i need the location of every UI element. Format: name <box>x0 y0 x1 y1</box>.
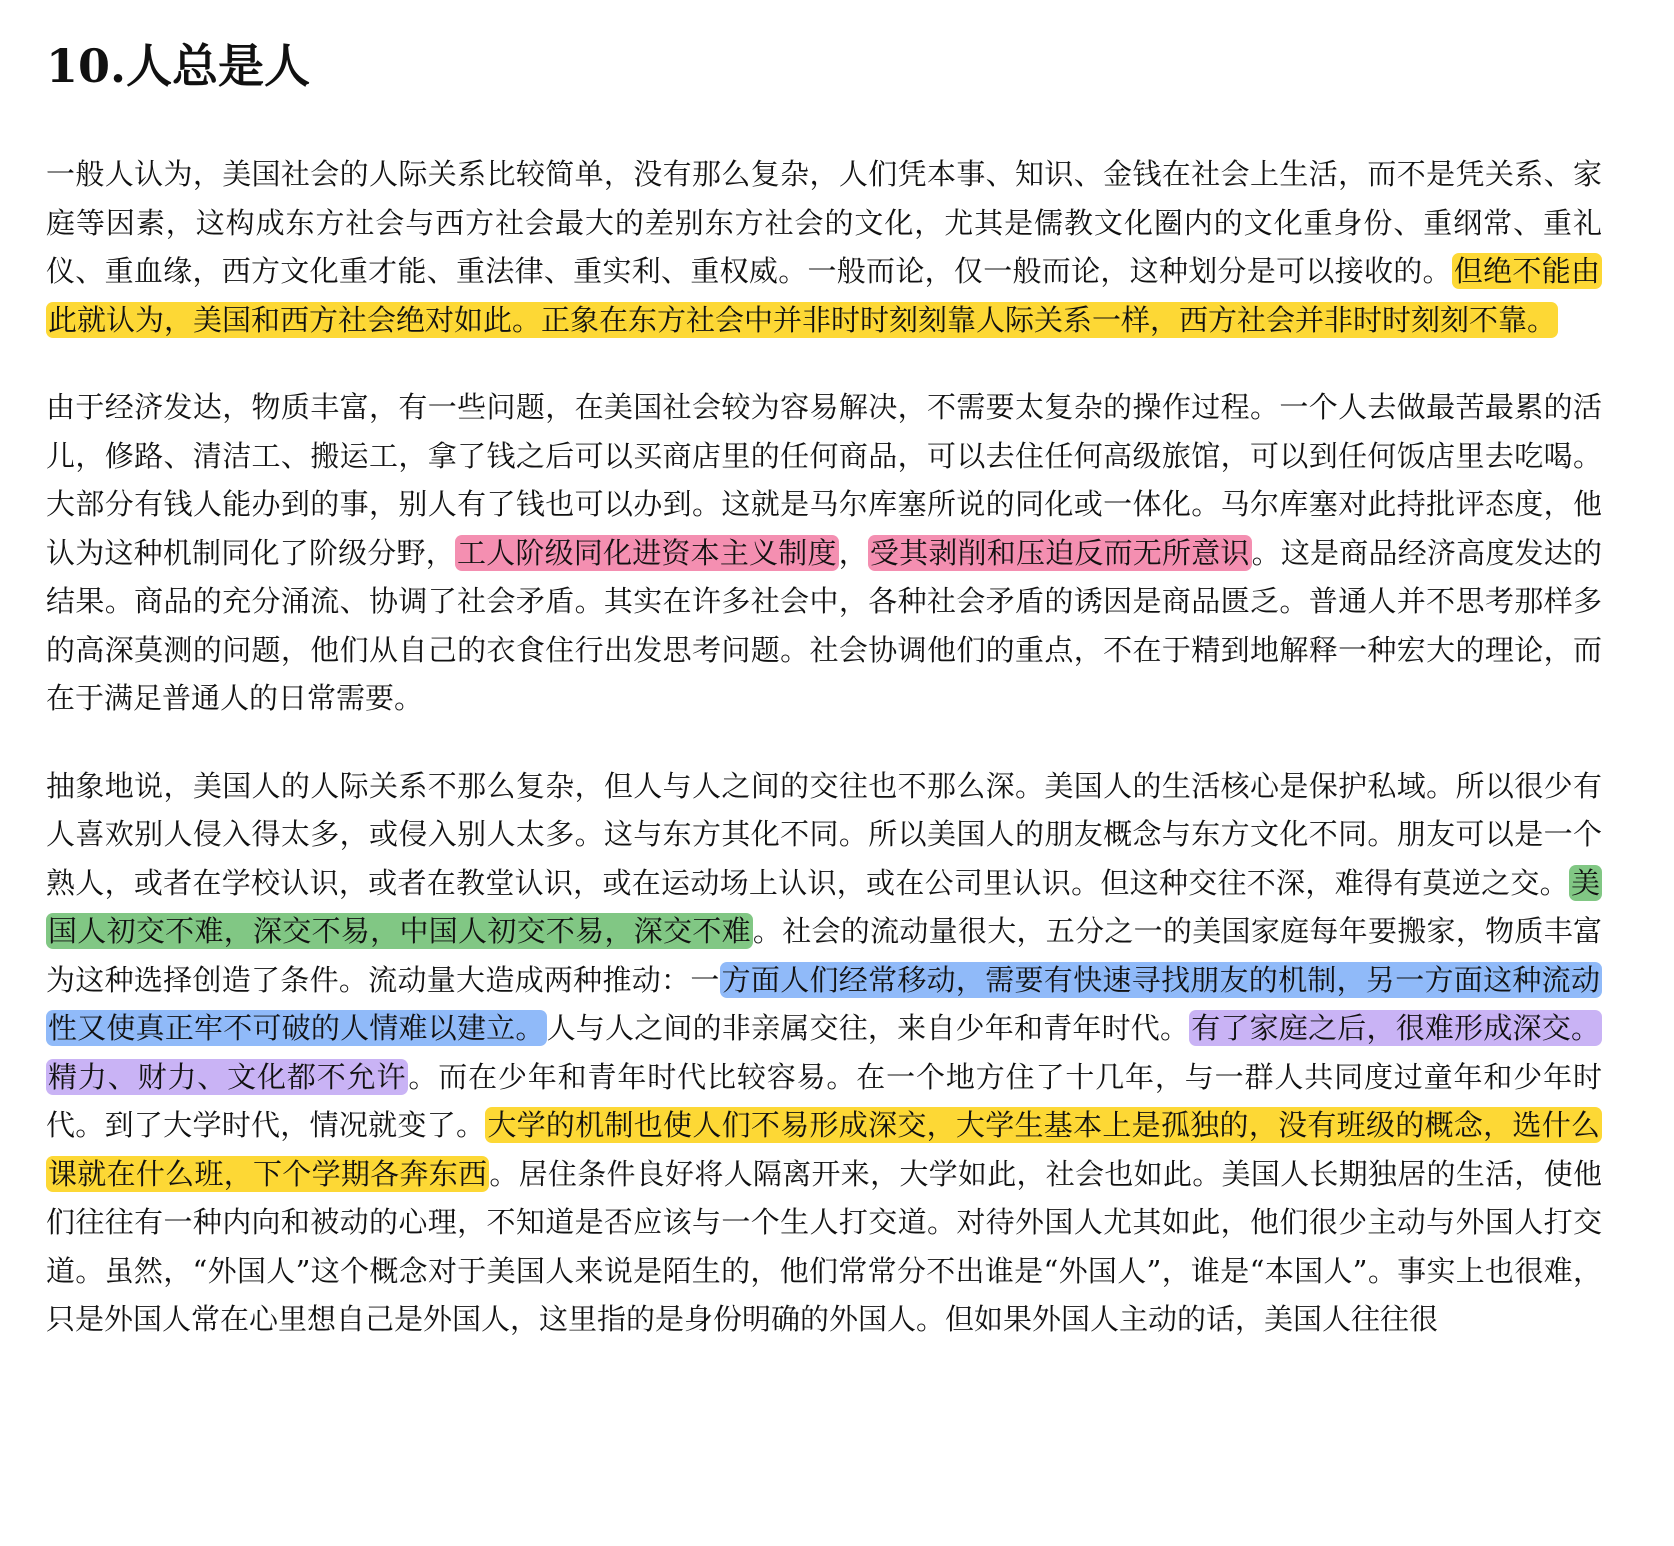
text-segment: 抽象地说，美国人的人际关系不那么复杂，但人与人之间的交往也不那么深。美国人的生活核心是保护私域。所以很少有人喜欢别人侵入得太多，或侵入别人太多。这与东方其化不同。所以美国人的朋友概念与东方文化不同。朋友可以是一个熟人，或者在学校认识，或者在教堂认识，或在运动场上认识，或在公司里认识。但这种交往不深，难得有莫逆之交。 <box>46 768 1602 900</box>
yellow-highlight: 大学的机制也使人们不易形成深交，大学生基本上是孤独的，没有班级的概念，选什么课就在什么班，下个学期各奔东西 <box>48 1108 1600 1191</box>
text-segment: ， <box>838 535 868 570</box>
text-segment: 。而在少年和青年时代比较容易。在一个地方住了十几年，与一群人共同度过童年和少年时代。到了大学时代，情况就变了。 <box>46 1059 1602 1142</box>
document-page <box>46 30 1602 1383</box>
paragraph-2 <box>46 383 1602 723</box>
blue-highlight: 方面人们经常移动，需要有快速寻找朋友的机制，另一方面这种流动性又使真正牢不可破的人情难以建立。 <box>48 962 1600 1045</box>
text-segment: 人与人之间的非亲属交往，来自少年和青年时代。 <box>546 1011 1190 1045</box>
text-segment: 由于经济发达，物质丰富，有一些问题，在美国社会较为容易解决，不需要太复杂的操作过程。一个人去做最苦最累的活儿，修路、清洁工、搬运工，拿了钱之后可以买商店里的任何商品，可以去住任何高级旅馆，可以到任何饭店里去吃喝。大部分有钱人能办到的事，别人有了钱也可以办到。这就是马尔库塞所说的同化或一体化。马尔库塞对此持批评态度，他认为这种机制同化了阶级分野， <box>46 390 1602 570</box>
pink-highlight: 受其剥削和压迫反而无所意识 <box>869 535 1250 570</box>
paragraph-3 <box>46 762 1602 1344</box>
text-segment: 。这是商品经济高度发达的结果。商品的充分涌流、协调了社会矛盾。其实在许多社会中，各种社会矛盾的诱因是商品匮乏。普通人并不思考那样多的高深莫测的问题，他们从自己的衣食住行出发思考问题。社会协调他们的重点，不在于精到地解释一种宏大的理论，而在于满足普通人的日常需要。 <box>46 535 1602 715</box>
yellow-highlight: 但绝不能由此就认为，美国和西方社会绝对如此。正象在东方社会中并非时时刻刻靠人际关系一样，西方社会并非时时刻刻不靠。 <box>48 254 1600 337</box>
green-highlight: 美国人初交不难，深交不易，中国人初交不易，深交不难 <box>48 865 1600 948</box>
section-title: 10.人总是人 <box>46 39 311 93</box>
text-segment: 一般人认为，美国社会的人际关系比较简单，没有那么复杂，人们凭本事、知识、金钱在社会上生活，而不是凭关系、家庭等因素，这构成东方社会与西方社会最大的差别东方社会的文化，尤其是儒教文化圈内的文化重身份、重纲常、重礼仪、重血缘，西方文化重才能、重法律、重实利、重权威。一般而论，仅一般而论，这种划分是可以接收的。 <box>46 157 1602 288</box>
purple-highlight: 有了家庭之后，很难形成深交。精力、财力、文化都不允许 <box>48 1011 1600 1094</box>
paragraph-1 <box>46 150 1602 344</box>
text-segment: 。社会的流动量很大，五分之一的美国家庭每年要搬家，物质丰富为这种选择创造了条件。流动量大造成两种推动：一 <box>46 914 1602 997</box>
pink-highlight: 工人阶级同化进资本主义制度 <box>456 535 837 570</box>
text-segment: 。居住条件良好将人隔离开来，大学如此，社会也如此。美国人长期独居的生活，使他们往往有一种内向和被动的心理，不知道是否应该与一个生人打交道。对待外国人尤其如此，他们很少主动与外国人打交道。虽然，“外国人”这个概念对于美国人来说是陌生的，他们常常分不出谁是“外国人”，谁是“本国人”。事实上也很难，只是外国人常在心里想自己是外国人，这里指的是身份明确的外国人。但如果外国人主动的话，美国人往往很 <box>46 1156 1602 1336</box>
